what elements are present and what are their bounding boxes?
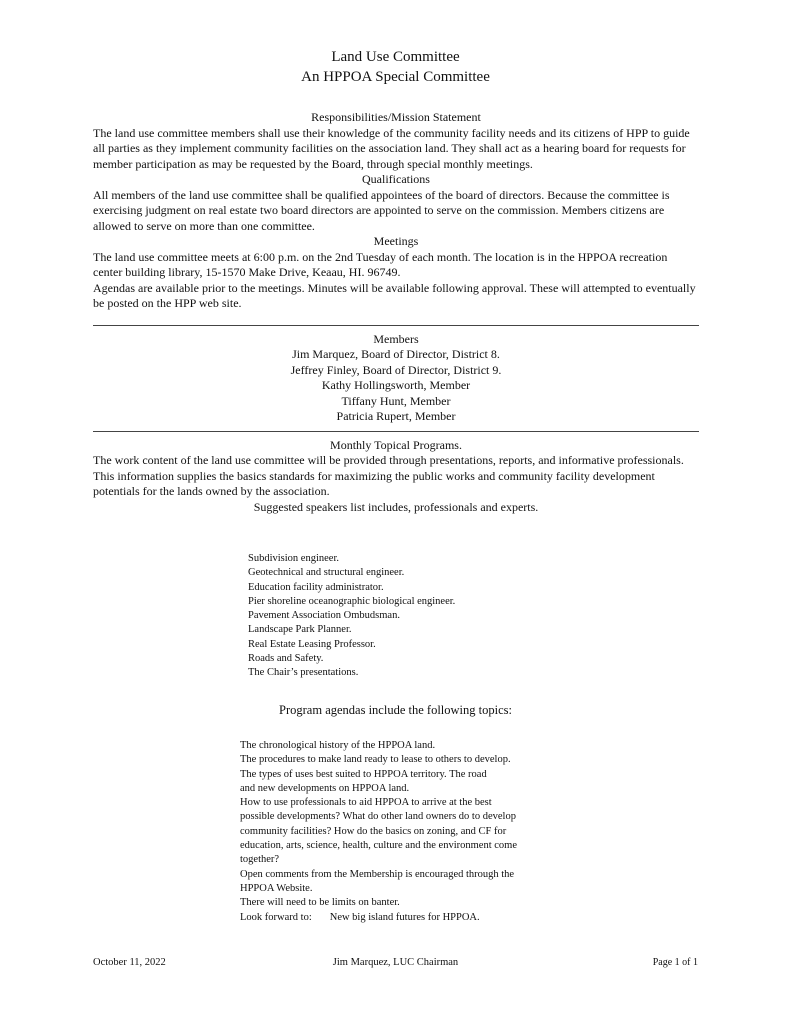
member-item: Jeffrey Finley, Board of Director, District 9. [290,362,502,377]
list-item: Geotechnical and structural engineer. [248,567,405,579]
responsibilities-heading: Responsibilities/Mission Statement [311,110,481,124]
meetings-heading: Meetings [373,234,419,248]
footer-author: Jim Marquez, LUC Chairman [332,957,459,968]
programs-text: The work content of the land use committee will be provided through presentations, reports, and informative professionals. This information supplies the basics standards for maximizing the public works and community facility development potentials for the lands owned by the association. [93,453,684,498]
list-item: community facilities? How do the basics on zoning, and CF for [240,825,507,837]
list-item: Education facility administrator. [248,581,384,593]
qualifications-heading: Qualifications [362,172,430,186]
speakers-list [248,552,455,681]
footer-date: October 11, 2022 [93,957,166,968]
list-item: Open comments from the Membership is encouraged through the [240,868,515,880]
list-item: The procedures to make land ready to lease to others to develop. [240,754,511,766]
list-item: The chronological history of the HPPOA land. [240,740,436,751]
members-heading: Members [373,331,419,346]
member-item: Kathy Hollingsworth, Member [321,378,471,392]
footer-page-number: Page 1 of 1 [652,957,698,968]
list-item: HPPOA Website. [240,882,313,894]
list-item: Roads and Safety. [248,653,324,665]
member-item: Tiffany Hunt, Member [341,393,451,408]
closing-line [240,911,517,925]
responsibilities-text: The land use committee members shall use their knowledge of the community facility needs and its citizens of HPP to guide all parties as they implement community facilities on the association land. They shall act as a hearing board for requests for member participation as may be requested by the Board, through special monthly meetings. [93,125,690,171]
divider-bottom [93,431,699,432]
meetings-text: The land use committee meets at 6:00 p.m. on the 2nd Tuesday of each month. The location is in the HPPOA recreation center building library, 15-1570 Make Drive, Keaau, HI. 96749. [93,249,668,279]
document-subtitle: An HPPOA Special Committee [301,69,490,85]
topics-list [240,739,517,925]
list-item: together? [240,854,280,866]
member-item: Patricia Rupert, Member [336,409,456,423]
speakers-intro: Suggested speakers list includes, professionals and experts. [253,499,539,514]
divider-top [93,325,699,326]
closing-lead: Look forward to: [240,911,312,923]
list-item: education, arts, science, health, culture and the environment come [240,840,517,852]
document-title: Land Use Committee [331,49,460,65]
agenda-heading: Program agendas include the following topics: [279,703,512,717]
list-item: possible developments? What do other land owners do to develop [240,811,516,823]
list-item: The Chair’s presentations. [248,667,359,679]
main-content [93,110,699,515]
list-item: Pier shoreline oceanographic biological engineer. [248,595,456,607]
list-item: How to use professionals to aid HPPOA to arrive at the best [240,797,492,809]
list-item: There will need to be limits on banter. [240,897,400,909]
closing-text: New big island futures for HPPOA. [329,911,480,923]
list-item: Real Estate Leasing Professor. [248,638,376,650]
list-item: and new developments on HPPOA land. [240,782,410,794]
list-item: Pavement Association Ombudsman. [248,610,400,622]
list-item: The types of uses best suited to HPPOA territory. The road [240,768,487,780]
member-item: Jim Marquez, Board of Director, District 8. [292,347,500,361]
qualifications-text: All members of the land use committee shall be qualified appointees of the board of directors. Because the committee is exercising judgment on real estate two board directors are appointed to serve on the commission. Members citizens are allowed to serve on more than one committee. [93,187,670,233]
list-item: Landscape Park Planner. [248,624,352,636]
programs-heading: Monthly Topical Programs. [330,437,462,452]
list-item: Subdivision engineer. [248,553,339,564]
agendas-text: Agendas are available prior to the meetings. Minutes will be available following approval. These will attempted to eventually be posted on the HPP web site. [93,280,696,310]
